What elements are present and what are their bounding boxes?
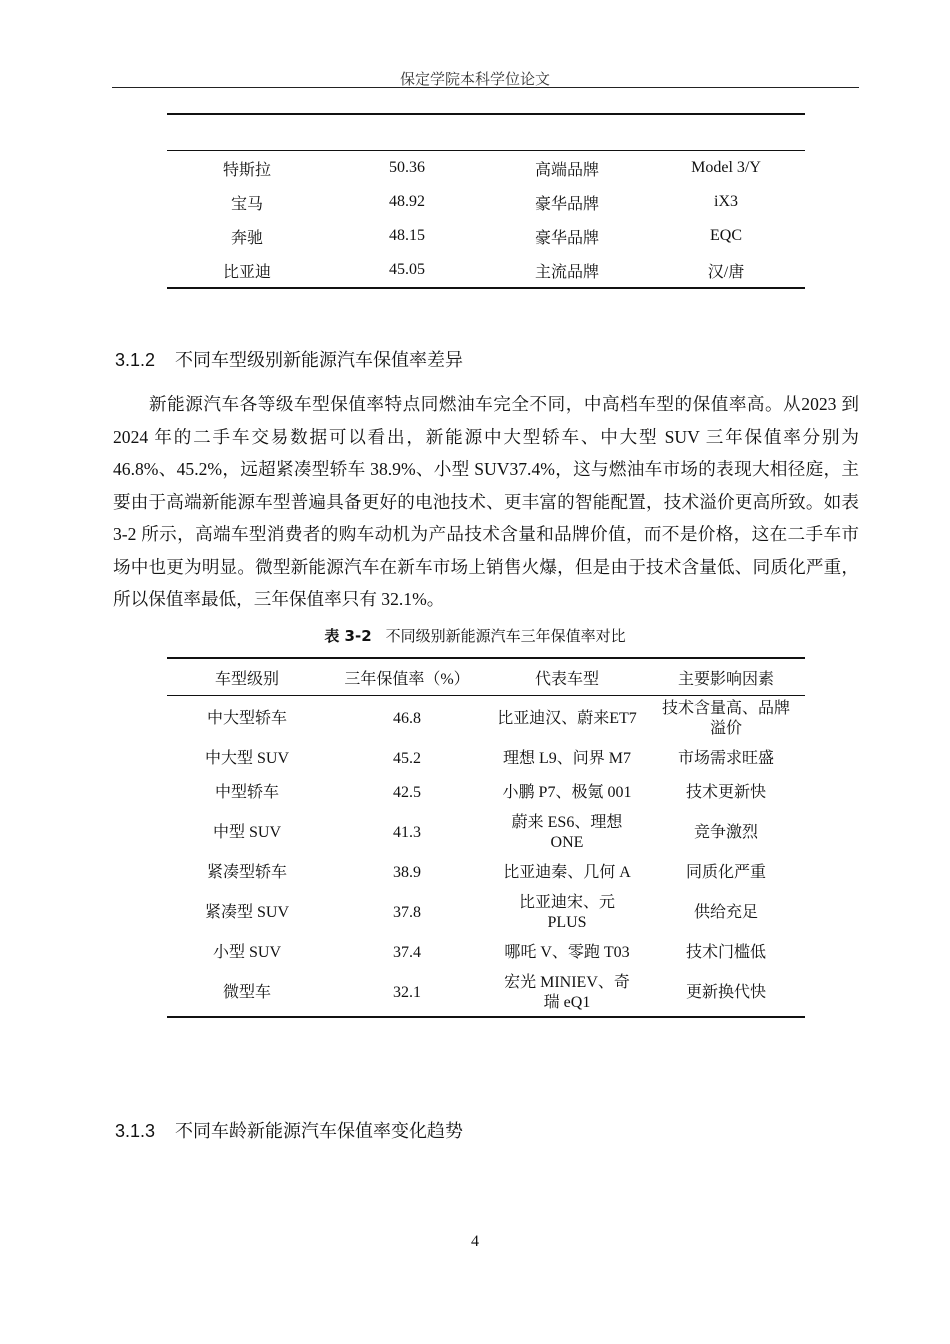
table-row <box>167 185 805 219</box>
table-cell: 市场需求旺盛 <box>677 750 774 767</box>
table-cell: 紧凑型 SUV <box>204 904 289 921</box>
page-number: 4 <box>471 1233 479 1250</box>
table-cell: 宝马 <box>230 195 263 213</box>
table-cell <box>487 696 647 743</box>
column-header: 代表车型 <box>487 658 647 696</box>
table-cell: 中型轿车 <box>214 784 279 801</box>
brand-retention-table-continued <box>167 113 805 289</box>
cell-text: 蔚来 ES6、理想ONE <box>511 814 623 851</box>
table-cell: 32.1 <box>393 984 421 1001</box>
cell-text: 比亚迪汉、蔚来ET7 <box>497 710 637 727</box>
table-row <box>167 810 805 856</box>
cell-text: 宏光 MINIEV、奇瑞 eQ1 <box>504 974 630 1011</box>
table-row <box>167 219 805 253</box>
section-heading-3-1-3 <box>115 1117 463 1143</box>
table-cell: 紧凑型轿车 <box>206 864 287 881</box>
section-number: 3.1.3 <box>115 1121 156 1141</box>
table-cell: 主流品牌 <box>534 263 599 281</box>
table-cell: 比亚迪秦、几何 A <box>503 864 631 881</box>
table-cell: 奔驰 <box>230 229 263 247</box>
table-cell: 汉/唐 <box>707 263 745 281</box>
table-row <box>167 151 805 186</box>
column-header: 三年保值率（%） <box>327 658 487 696</box>
table-cell: 48.92 <box>389 193 425 210</box>
table-row <box>167 890 805 936</box>
table-cell: 供给充足 <box>693 904 758 921</box>
table-cell: iX3 <box>714 193 738 210</box>
running-header: 保定学院本科学位论文 <box>399 72 550 88</box>
table-cell: 小型 SUV <box>212 944 281 961</box>
body-paragraph: 新能源汽车各等级车型保值率特点同燃油车完全不同，中高档车型的保值率高。从2023 到 2024 年的二手车交易数据可以看出，新能源中大型轿车、中大型 SUV 三年保值率分别为 46.8%、45.2%，远超紧凑型轿车 38.9%、小型 SUV37.4%，这与燃油车市场的表现大相径庭，主要由于高端新能源车型普遍具备更好的电池技术、更丰富的智能配置，技术溢价更高所致。如表 3-2 所示，高端车型消费者的购车动机为产品技术含量和品牌价值，而不是价格，这在二手车市场中也更为明显。微型新能源汽车在新车市场上销售火爆，但是由于技术含量低、同质化严重，所以保值率最低，三年保值率只有 32.1%。 <box>113 394 859 609</box>
table-cell: EQC <box>710 227 742 244</box>
table-cell: 更新换代快 <box>685 984 766 1001</box>
table-row <box>167 776 805 810</box>
table-cell <box>647 696 805 743</box>
table-caption <box>0 625 950 646</box>
table-row <box>167 696 805 743</box>
table-header-row <box>167 114 805 151</box>
table-cell: 42.5 <box>393 784 421 801</box>
table-cell: 理想 L9、问界 M7 <box>502 750 631 767</box>
header-rule <box>112 87 859 88</box>
table-cell: 45.05 <box>389 261 425 278</box>
table-cell: 豪华品牌 <box>534 195 599 213</box>
table-cell: 特斯拉 <box>222 161 271 179</box>
table-cell: 中大型 SUV <box>204 750 289 767</box>
table-row <box>167 742 805 776</box>
table-cell: 技术门槛低 <box>685 944 766 961</box>
cell-text: 比亚迪宋、元PLUS <box>518 894 615 931</box>
table-cell: 50.36 <box>389 159 425 176</box>
table-cell: 48.15 <box>389 227 425 244</box>
table-row <box>167 970 805 1017</box>
table-header-row <box>167 658 805 696</box>
table-cell: 37.8 <box>393 904 421 921</box>
table-row <box>167 936 805 970</box>
table-row <box>167 856 805 890</box>
table-cell <box>487 890 647 936</box>
table-cell: 37.4 <box>393 944 421 961</box>
column-header: 车型级别 <box>167 658 327 696</box>
column-header: 主要影响因素 <box>647 658 805 696</box>
table-cell: 45.2 <box>393 750 421 767</box>
table-cell: 中大型轿车 <box>206 710 287 727</box>
table-cell: 小鹏 P7、极氪 001 <box>502 784 632 801</box>
vehicle-class-retention-table <box>167 657 805 1018</box>
table-cell: 哪吒 V、零跑 T03 <box>504 944 630 961</box>
section-number: 3.1.2 <box>115 350 156 370</box>
table-cell: 同质化严重 <box>685 864 766 881</box>
table-cell: 高端品牌 <box>534 161 599 179</box>
table-cell <box>487 810 647 856</box>
table-cell: 微型车 <box>222 984 271 1001</box>
cell-text: 技术含量高、品牌溢价 <box>661 700 790 737</box>
table-row <box>167 253 805 288</box>
table-cell: 中型 SUV <box>212 824 281 841</box>
section-title: 不同车型级别新能源汽车保值率差异 <box>175 350 464 371</box>
table-cell: 38.9 <box>393 864 421 881</box>
table-caption-title: 不同级别新能源汽车三年保值率对比 <box>385 627 626 645</box>
table-cell <box>487 970 647 1017</box>
table-caption-label: 表 3-2 <box>324 627 372 645</box>
table-cell: 豪华品牌 <box>534 229 599 247</box>
section-heading-3-1-2 <box>115 346 463 372</box>
table-cell: 46.8 <box>393 710 421 727</box>
section-title: 不同车龄新能源汽车保值率变化趋势 <box>175 1121 464 1142</box>
table-cell: 41.3 <box>393 824 421 841</box>
table-cell: Model 3/Y <box>691 159 761 176</box>
table-cell: 竞争激烈 <box>693 824 758 841</box>
table-cell: 技术更新快 <box>685 784 766 801</box>
table-cell: 比亚迪 <box>222 263 271 281</box>
